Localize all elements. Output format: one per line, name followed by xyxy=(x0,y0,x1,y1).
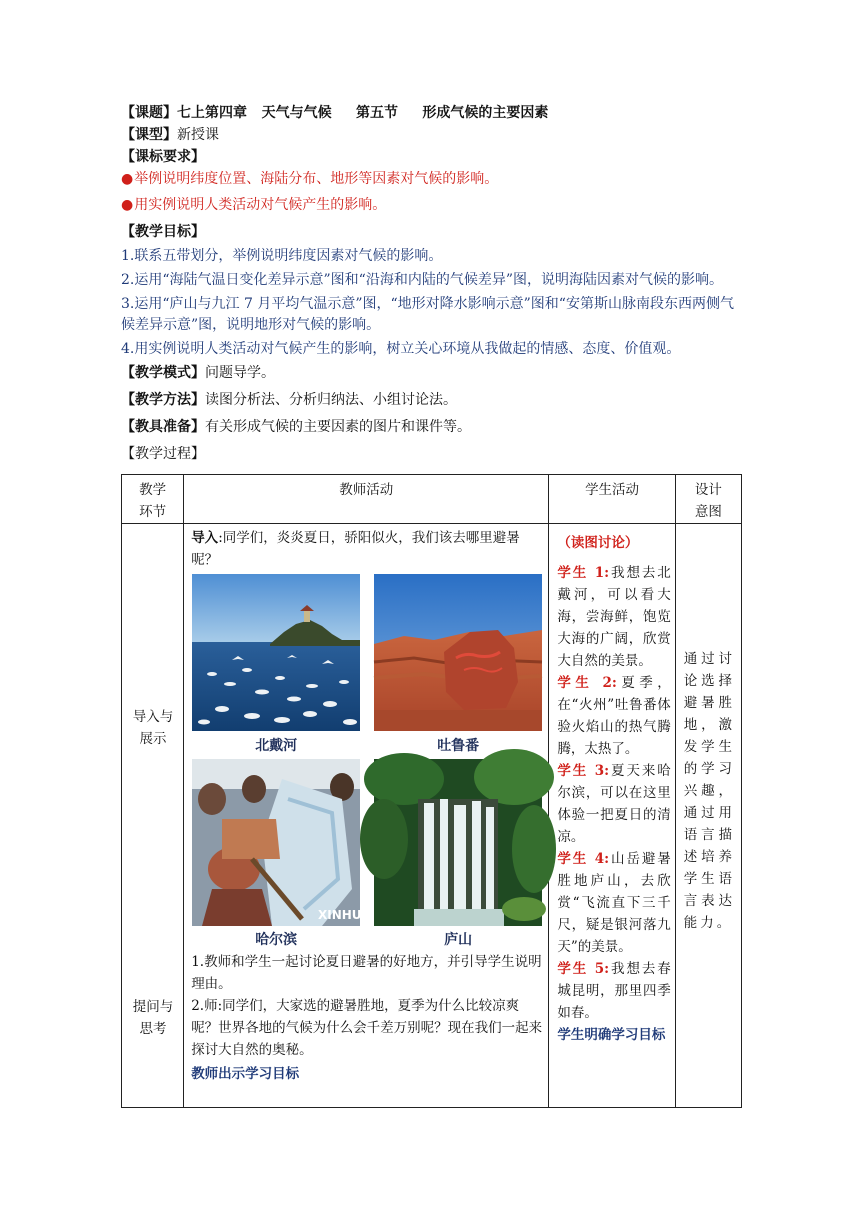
student-answer-4 xyxy=(557,848,670,958)
turpan-photo xyxy=(374,574,542,731)
student-label-3: 学生 3: xyxy=(557,763,610,779)
teacher-cell xyxy=(184,524,549,1108)
document-body xyxy=(121,103,741,465)
standard-item-1: ● 举例说明纬度位置、海陆分布、地形等因素对气候的影响。 xyxy=(121,169,741,190)
student-final: 学生明确学习目标 xyxy=(557,1027,666,1043)
mode-line xyxy=(121,363,741,384)
prep-line xyxy=(121,417,741,438)
stage-cell xyxy=(122,524,184,1108)
mode-text: 问题导学。 xyxy=(205,365,275,381)
type-line xyxy=(121,125,741,146)
student-answer-5 xyxy=(557,958,670,1024)
student-answer-2 xyxy=(557,672,670,760)
student-text-1: 我想去北戴河，可以看大海，尝海鲜，饱览大海的广阔，欣赏大自然的美景。 xyxy=(557,565,671,669)
beidaihe-photo xyxy=(192,574,360,731)
topic-text: 七上第四章 天气与气候 第五节 形成气候的主要因素 xyxy=(177,105,549,121)
method-text: 读图分析法、分析归纳法、小组讨论法。 xyxy=(205,392,457,408)
teacher-step-2: 2.师:同学们，大家选的避暑胜地，夏季为什么比较凉爽呢？世界各地的气候为什么会千差万别呢？现在我们一起来探讨大自然的奥秘。 xyxy=(191,998,543,1058)
caption-lushan: 庐山 xyxy=(444,932,473,948)
prep-text: 有关形成气候的主要因素的图片和课件等。 xyxy=(205,419,471,435)
intro-label: 导入 xyxy=(191,530,219,546)
header-teacher: 教师活动 xyxy=(184,475,549,524)
stage-intro: 导入与 展示 xyxy=(132,709,174,747)
process-label: 【教学过程】 xyxy=(121,446,205,462)
type-text: 新授课 xyxy=(177,127,219,143)
topic-line xyxy=(121,103,741,124)
harbin-photo xyxy=(192,759,371,926)
method-line xyxy=(121,390,741,411)
caption-turpan: 吐鲁番 xyxy=(437,738,480,754)
method-label: 【教学方法】 xyxy=(121,392,205,408)
goal-item-3: 3.运用“庐山与九江 7 月平均气温示意”图，“地形对降水影响示意”图和“安第斯山脉南段东西两侧气候差异示意”图，说明地形对气候的影响。 xyxy=(121,296,734,333)
stage-question: 提问与 思考 xyxy=(132,999,174,1037)
topic-label: 【课题】 xyxy=(121,105,177,121)
watermark-text: XINHUA xyxy=(318,908,371,922)
student-text-2: 夏季，在“火州”吐鲁番体验火焰山的热气腾腾，太热了。 xyxy=(557,675,671,757)
student-answer-3 xyxy=(557,760,670,848)
student-title: （读图讨论） xyxy=(557,535,639,551)
student-label-4: 学生 4: xyxy=(557,851,610,867)
intro-paragraph xyxy=(191,524,543,571)
student-text-5: 我想去春城昆明，那里四季如春。 xyxy=(557,961,671,1021)
caption-beidaihe: 北戴河 xyxy=(255,738,298,754)
student-label-1: 学生 1: xyxy=(557,565,610,581)
student-text-4: 山岳避暑胜地庐山，去欣赏“飞流直下三千尺，疑是银河落九天”的美景。 xyxy=(557,851,671,955)
header-intent: 设计 意图 xyxy=(675,475,741,524)
student-answer-1 xyxy=(557,562,670,672)
header-stage: 教学 环节 xyxy=(122,475,184,524)
goal-item-1: 1.联系五带划分，举例说明纬度因素对气候的影响。 xyxy=(121,248,443,264)
goal-item-4: 4.用实例说明人类活动对气候产生的影响，树立关心环境从我做起的情感、态度、价值观。 xyxy=(121,341,681,357)
header-student: 学生活动 xyxy=(549,475,675,524)
student-label-5: 学生 5: xyxy=(557,961,610,977)
mode-label: 【教学模式】 xyxy=(121,365,205,381)
type-label: 【课型】 xyxy=(121,127,177,143)
prep-label: 【教具准备】 xyxy=(121,419,205,435)
process-table xyxy=(121,474,742,1108)
table-header-row xyxy=(122,475,742,524)
goal-item-2: 2.运用“海陆气温日变化差异示意”图和“沿海和内陆的气候差异”图，说明海陆因素对气候的影响。 xyxy=(121,272,723,288)
goals-label: 【教学目标】 xyxy=(121,224,205,240)
standard-item-2: ● 用实例说明人类活动对气候产生的影响。 xyxy=(121,195,741,216)
standard-label: 【课标要求】 xyxy=(121,149,205,165)
lushan-photo xyxy=(374,759,542,926)
table-row xyxy=(122,524,742,1108)
teacher-step-3: 教师出示学习目标 xyxy=(191,1066,300,1082)
student-cell xyxy=(549,524,675,1108)
intent-cell: 通过讨论选择避暑胜地，激发学生的学习兴趣，通过用语言描述培养学生语言表达能力。 xyxy=(675,524,741,1108)
student-text-3: 夏天来哈尔滨，可以在这里体验一把夏日的清凉。 xyxy=(557,763,671,845)
student-label-2: 学生 2: xyxy=(557,675,617,691)
photo-grid xyxy=(191,571,543,946)
teacher-step-1: 1.教师和学生一起讨论夏日避暑的好地方，并引导学生说明理由。 xyxy=(191,954,542,992)
intro-text: :同学们，炎炎夏日，骄阳似火，我们该去哪里避暑呢？ xyxy=(191,530,520,568)
caption-harbin: 哈尔滨 xyxy=(255,932,298,948)
